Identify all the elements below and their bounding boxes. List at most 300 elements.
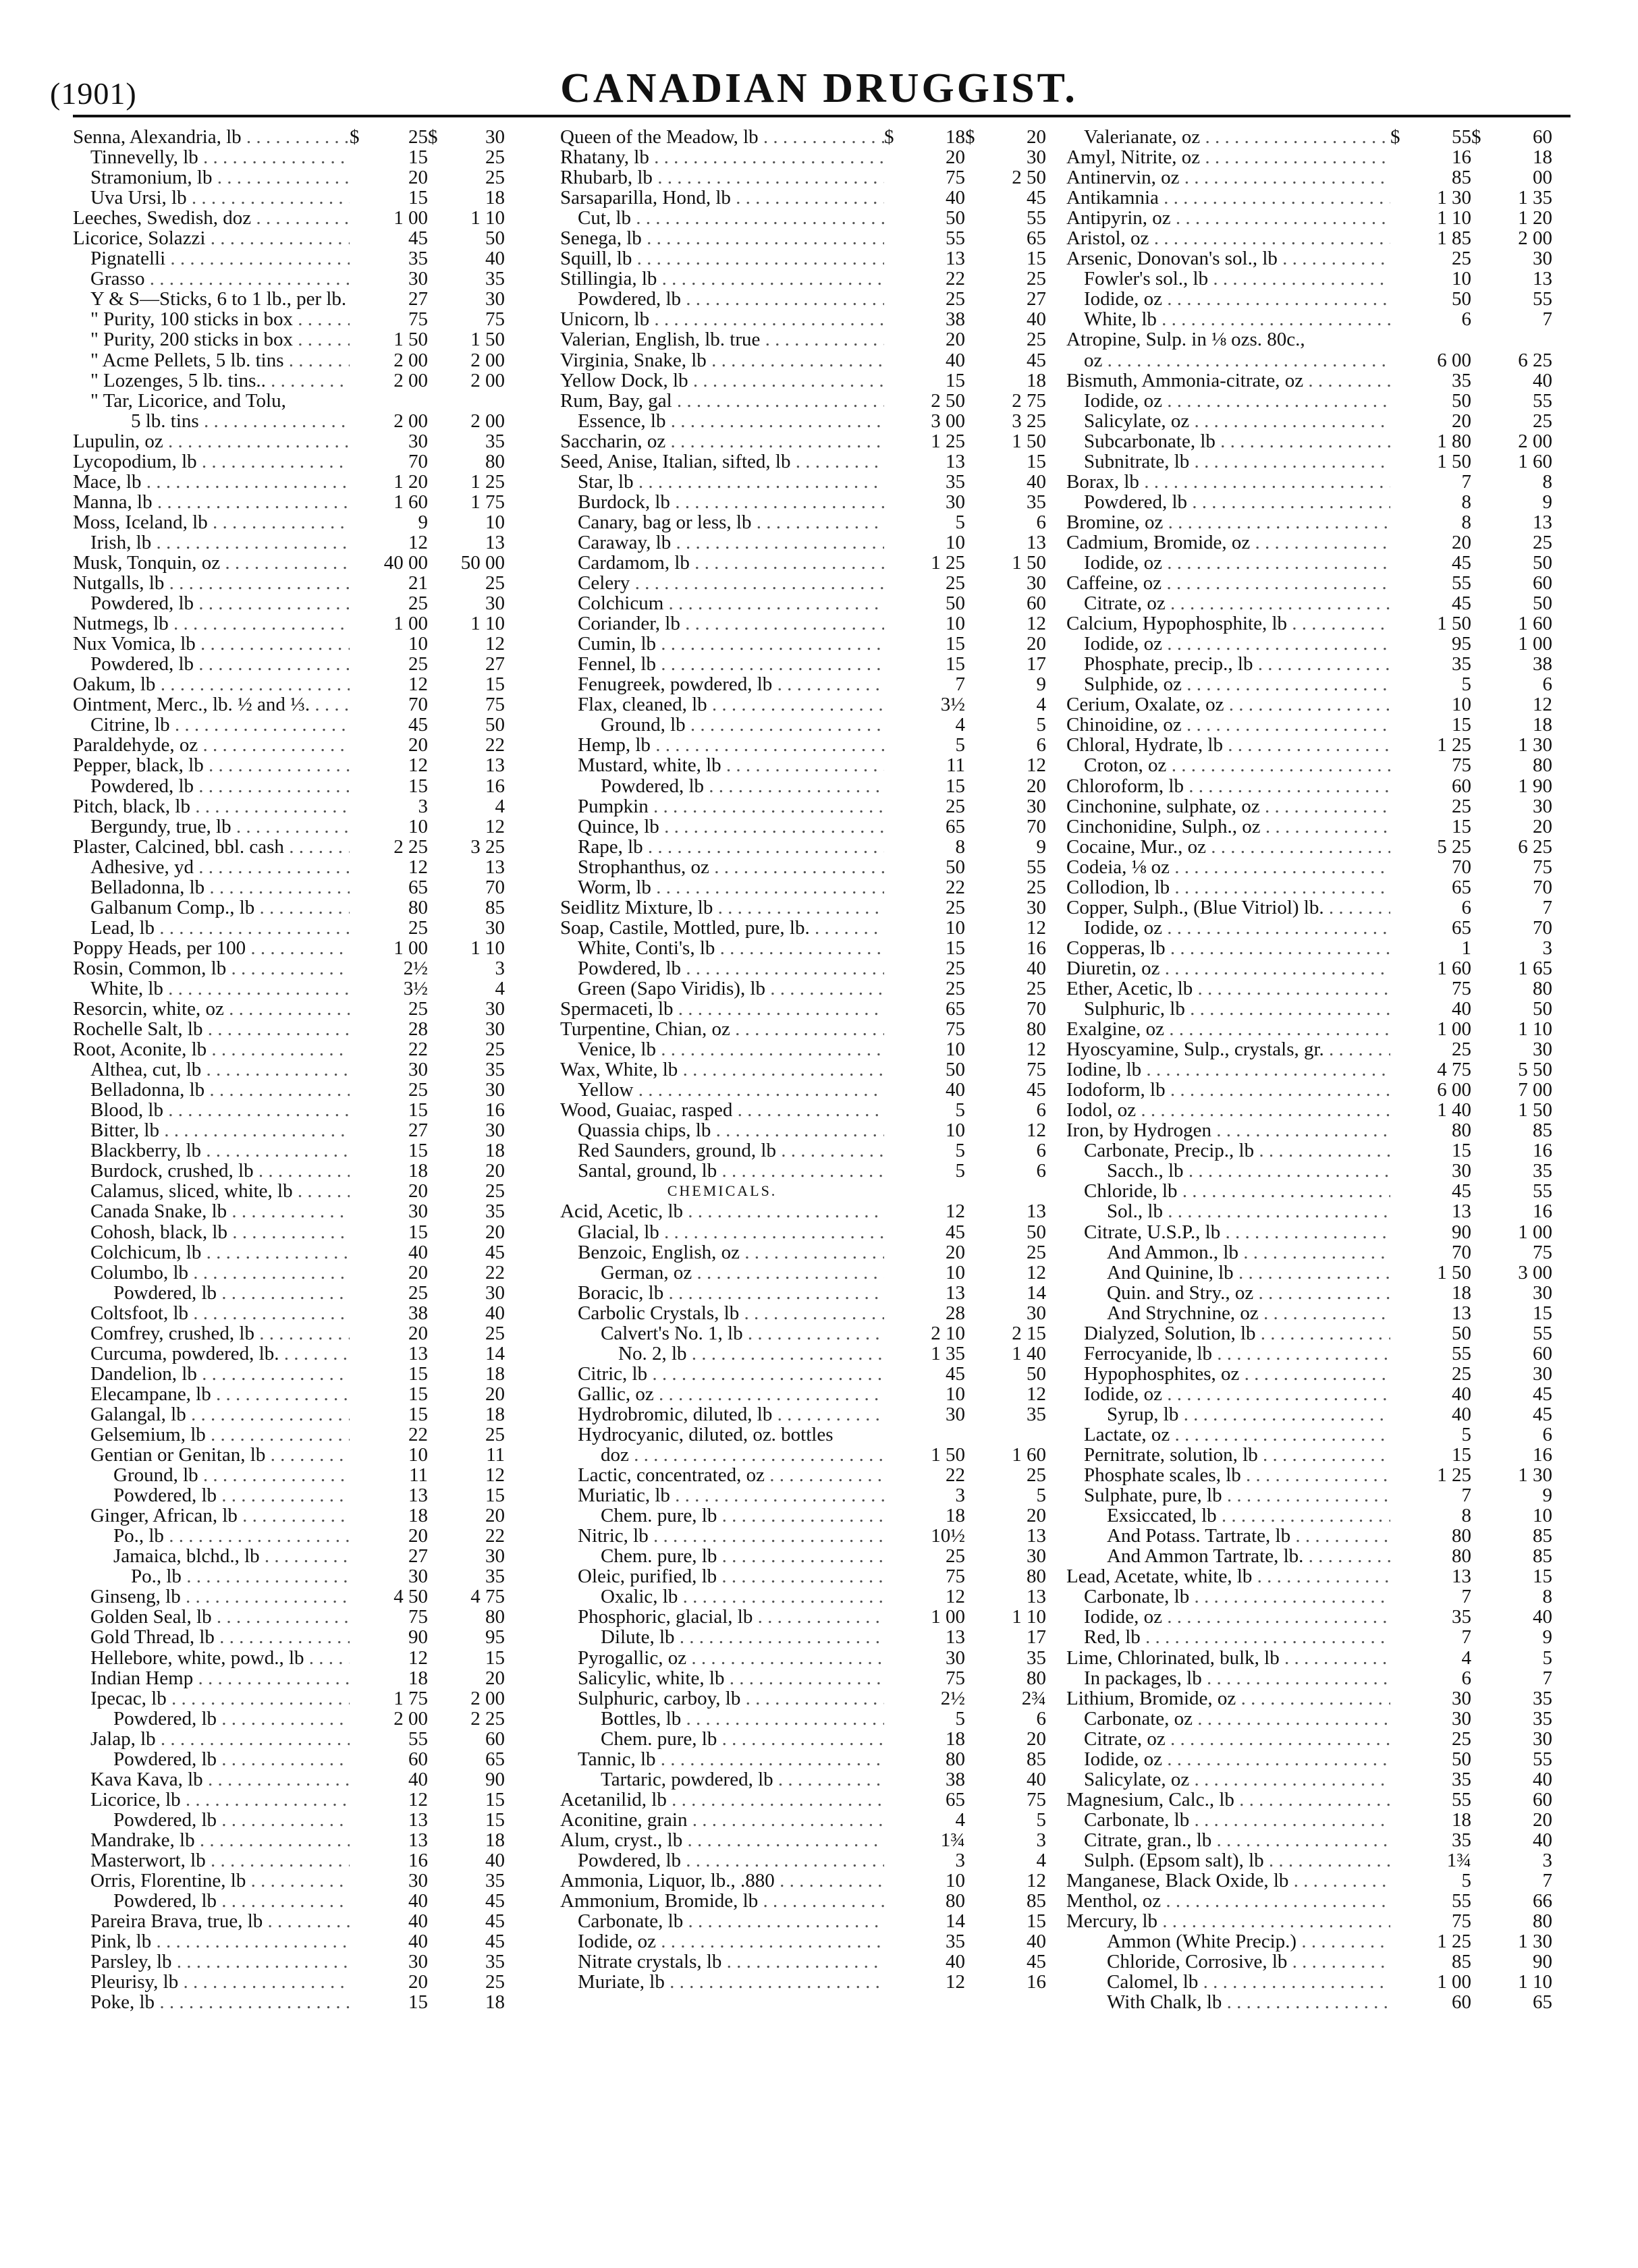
price-row xyxy=(560,715,1046,735)
price-high: 11 xyxy=(486,1444,505,1466)
dollar-sign xyxy=(965,1931,988,1952)
dollar-sign xyxy=(428,1648,448,1668)
price-low: 1 35 xyxy=(931,1342,965,1364)
price-row xyxy=(560,188,1046,208)
dollar-sign xyxy=(350,1485,373,1505)
price-row xyxy=(560,370,1046,391)
dollar-sign xyxy=(965,492,988,512)
price-row xyxy=(560,1445,1046,1465)
item-name: Pumpkin . . . xyxy=(560,796,884,817)
item-name: Irish, lb . . . xyxy=(73,532,350,553)
dollar-sign xyxy=(428,1120,448,1140)
dollar-sign xyxy=(965,1952,988,1972)
dollar-sign xyxy=(1390,877,1413,897)
dollar-sign xyxy=(350,1729,373,1749)
dollar-sign xyxy=(965,370,988,391)
price-high: 3 xyxy=(495,957,505,979)
price-low: 5 xyxy=(1461,673,1471,696)
dollar-sign xyxy=(1471,1242,1494,1263)
price-row xyxy=(1066,1364,1552,1384)
price-high: 25 xyxy=(1027,1241,1046,1263)
price-high: 4 75 xyxy=(470,1586,505,1608)
price-row xyxy=(73,613,505,634)
dollar-sign: $ xyxy=(884,126,894,148)
item-name: Cardamom, lb . . . xyxy=(560,553,884,573)
price-low: 3 00 xyxy=(931,410,965,432)
price-low: 90 xyxy=(408,1626,428,1649)
price-row xyxy=(560,1810,1046,1830)
dollar-sign xyxy=(884,1972,907,1992)
dollar-sign xyxy=(350,1648,373,1668)
item-name: Carbolic Crystals, lb . . . xyxy=(560,1303,884,1323)
price-row xyxy=(560,1485,1046,1505)
dollar-sign xyxy=(1390,472,1413,492)
item-name: Sulphide, oz . . . xyxy=(1066,674,1390,694)
item-name: Powdered, lb . . . xyxy=(73,654,350,674)
price-low: 18 xyxy=(946,126,965,148)
item-name: Pink, lb . . . xyxy=(73,1931,350,1952)
dollar-sign xyxy=(965,938,988,958)
dollar-sign xyxy=(1390,1140,1413,1161)
dollar-sign xyxy=(884,1688,907,1709)
dollar-sign xyxy=(965,1627,988,1647)
dollar-sign xyxy=(1390,1404,1413,1425)
item-name: Caraway, lb . . . xyxy=(560,532,884,553)
dollar-sign xyxy=(428,1891,448,1911)
item-name: Lithium, Bromide, oz . . . xyxy=(1066,1688,1390,1709)
dollar-sign xyxy=(1471,431,1494,451)
price-high: 60 xyxy=(1533,572,1552,594)
dollar-sign xyxy=(350,897,373,918)
item-name: Rosin, Common, lb . . . xyxy=(73,958,350,978)
price-row xyxy=(560,1263,1046,1283)
price-high: 1 10 xyxy=(1518,1018,1552,1041)
price-high: 18 xyxy=(485,1829,505,1851)
price-high: 22 xyxy=(485,1261,505,1283)
price-row xyxy=(1066,776,1552,796)
price-row xyxy=(73,1059,505,1080)
dollar-sign xyxy=(884,1485,907,1505)
dollar-sign xyxy=(965,817,988,837)
item-name: Resorcin, white, oz . . . xyxy=(73,999,350,1019)
item-name: Musk, Tonquin, oz . . . xyxy=(73,553,350,573)
price-high: 3 00 xyxy=(1518,1261,1552,1283)
price-low: 1 60 xyxy=(393,491,428,513)
price-row xyxy=(560,431,1046,451)
item-name: Glacial, lb . . . xyxy=(560,1222,884,1242)
dollar-sign xyxy=(965,1769,988,1790)
price-high: 1 50 xyxy=(470,329,505,351)
price-high: 40 xyxy=(1533,1829,1552,1851)
price-row xyxy=(560,938,1046,958)
price-low: 75 xyxy=(946,1566,965,1588)
page-title: CANADIAN DRUGGIST. xyxy=(560,65,1078,111)
price-low: 25 xyxy=(408,1079,428,1101)
dollar-sign xyxy=(1471,674,1494,694)
dollar-sign xyxy=(350,1161,373,1181)
item-name: Sulphuric, carboy, lb . . . xyxy=(560,1688,884,1709)
dollar-sign xyxy=(884,1769,907,1790)
price-row xyxy=(560,573,1046,593)
price-low: 25 xyxy=(946,977,965,999)
dollar-sign xyxy=(884,208,907,228)
price-high: 70 xyxy=(1027,998,1046,1020)
price-low: 35 xyxy=(408,248,428,270)
price-row xyxy=(73,1364,505,1384)
price-low: 10 xyxy=(1452,694,1471,716)
price-low: 10 xyxy=(946,1119,965,1142)
dollar-sign xyxy=(350,1586,373,1607)
price-row xyxy=(73,248,505,269)
item-name: Citrate, gran., lb . . . xyxy=(1066,1830,1390,1850)
price-high: 65 xyxy=(1027,227,1046,250)
item-name: Iodide, oz . . . xyxy=(560,1931,884,1952)
price-high: 50 xyxy=(485,227,505,250)
price-low: 10 xyxy=(946,613,965,635)
item-name: Nitric, lb . . . xyxy=(560,1526,884,1546)
item-name: Caffeine, oz . . . xyxy=(1066,573,1390,593)
price-row xyxy=(73,1485,505,1505)
dollar-sign xyxy=(428,593,448,613)
price-high: 30 xyxy=(1533,1281,1552,1304)
price-low: 15 xyxy=(408,775,428,797)
dollar-sign xyxy=(1390,817,1413,837)
item-name: Comfrey, crushed, lb . . . xyxy=(73,1323,350,1344)
item-name: " Lozenges, 5 lb. tins.. . . . xyxy=(73,370,350,391)
price-high: 35 xyxy=(485,1200,505,1223)
dollar-sign xyxy=(428,938,448,958)
price-high: 65 xyxy=(1533,1991,1552,2014)
dollar-sign xyxy=(1471,1952,1494,1972)
price-row xyxy=(73,654,505,674)
dollar-sign xyxy=(428,1161,448,1181)
item-name: Hellebore, white, powd., lb . . . xyxy=(73,1648,350,1668)
price-row xyxy=(73,1729,505,1749)
price-low: 40 xyxy=(408,1768,428,1790)
item-name: Codeia, ⅛ oz . . . xyxy=(1066,857,1390,877)
price-row xyxy=(560,1911,1046,1931)
item-name: Amyl, Nitrite, oz . . . xyxy=(1066,147,1390,167)
dollar-sign xyxy=(965,918,988,938)
item-name: Powdered, lb . . . xyxy=(73,1709,350,1729)
price-row xyxy=(73,1323,505,1344)
item-name: Rape, lb . . . xyxy=(560,837,884,857)
price-row xyxy=(560,776,1046,796)
price-high: 27 xyxy=(1027,288,1046,310)
dollar-sign xyxy=(884,857,907,877)
price-high: 18 xyxy=(485,1140,505,1162)
price-low: 16 xyxy=(408,1849,428,1871)
price-high: 30 xyxy=(1027,146,1046,169)
dollar-sign xyxy=(884,613,907,634)
dollar-sign xyxy=(1390,512,1413,532)
dollar-sign xyxy=(1471,1850,1494,1871)
price-low: 25 xyxy=(1452,795,1471,817)
price-row xyxy=(73,391,505,411)
price-low: 18 xyxy=(1452,1808,1471,1831)
item-name: Cut, lb . . . xyxy=(560,208,884,228)
price-high: 30 xyxy=(485,1119,505,1142)
dollar-sign xyxy=(428,1992,448,2012)
price-low: 11 xyxy=(409,1464,428,1487)
dollar-sign xyxy=(884,472,907,492)
price-row xyxy=(73,1465,505,1485)
dollar-sign xyxy=(350,1546,373,1566)
item-name: Po., lb . . . xyxy=(73,1566,350,1586)
dollar-sign xyxy=(428,289,448,309)
item-name: Cumin, lb . . . xyxy=(560,634,884,654)
dollar-sign xyxy=(1390,1972,1413,1992)
price-row xyxy=(73,1526,505,1546)
dollar-sign xyxy=(428,654,448,674)
dollar-sign xyxy=(884,958,907,978)
price-high: 1 60 xyxy=(1012,1444,1046,1466)
price-low: 1 25 xyxy=(1437,1464,1471,1487)
dollar-sign xyxy=(1390,553,1413,573)
price-high: 66 xyxy=(1533,1890,1552,1912)
price-low: 9 xyxy=(418,511,428,533)
price-high: 65 xyxy=(485,1748,505,1770)
price-high: 50 xyxy=(1533,592,1552,615)
price-high: 12 xyxy=(1027,1383,1046,1405)
price-row xyxy=(73,431,505,451)
dollar-sign xyxy=(1390,1201,1413,1221)
dollar-sign xyxy=(1390,1505,1413,1526)
item-name: Ammon (White Precip.) . . . xyxy=(1066,1931,1390,1952)
price-high: 25 xyxy=(485,1322,505,1344)
dollar-sign xyxy=(350,978,373,999)
price-low: 8 xyxy=(1461,1505,1471,1527)
dollar-sign xyxy=(884,1100,907,1120)
price-high: 12 xyxy=(1027,1870,1046,1892)
item-name: Ammonia, Liquor, lb., .880 . . . xyxy=(560,1871,884,1891)
price-low: 3 xyxy=(955,1485,965,1507)
price-high: 90 xyxy=(1533,1951,1552,1973)
price-row xyxy=(1066,796,1552,817)
dollar-sign xyxy=(1390,1425,1413,1445)
price-high: 1 00 xyxy=(1518,1221,1552,1243)
price-low: 80 xyxy=(946,1890,965,1912)
price-row xyxy=(1066,1668,1552,1688)
price-row xyxy=(1066,857,1552,877)
price-row xyxy=(560,1668,1046,1688)
price-high: 6 25 xyxy=(1518,835,1552,858)
dollar-sign xyxy=(1471,1769,1494,1790)
item-name: Pyrogallic, oz . . . xyxy=(560,1648,884,1668)
item-name: Fenugreek, powdered, lb . . . xyxy=(560,674,884,694)
price-high: 00 xyxy=(1533,167,1552,189)
price-row xyxy=(560,127,1046,147)
price-high: 2 00 xyxy=(470,349,505,371)
dollar-sign xyxy=(965,167,988,188)
price-high: 9 xyxy=(1542,491,1552,513)
item-name: Cohosh, black, lb . . . xyxy=(73,1222,350,1242)
dollar-sign xyxy=(1390,431,1413,451)
dollar-sign xyxy=(884,1546,907,1566)
price-low: 8 xyxy=(955,835,965,858)
price-high: 9 xyxy=(1542,1485,1552,1507)
price-row xyxy=(1066,1505,1552,1526)
item-name: Hypophosphites, oz . . . xyxy=(1066,1364,1390,1384)
item-name: Bottles, lb . . . xyxy=(560,1709,884,1729)
price-low: 1 60 xyxy=(1437,957,1471,979)
price-high: 35 xyxy=(485,430,505,452)
price-high: 12 xyxy=(1027,613,1046,635)
item-name: Copper, Sulph., (Blue Vitriol) lb. . . . xyxy=(1066,897,1390,918)
dollar-sign xyxy=(884,1505,907,1526)
item-name: Plaster, Calcined, bbl. cash . . . xyxy=(73,837,350,857)
item-name: And Ammon., lb . . . xyxy=(1066,1242,1390,1263)
item-name: Gentian or Genitan, lb . . . xyxy=(73,1445,350,1465)
price-high: 20 xyxy=(1027,126,1046,148)
dollar-sign xyxy=(1390,451,1413,472)
price-high: 5 xyxy=(1542,1647,1552,1669)
dollar-sign xyxy=(1390,1323,1413,1344)
price-row xyxy=(1066,1039,1552,1059)
dollar-sign xyxy=(884,1140,907,1161)
dollar-sign xyxy=(965,1161,988,1181)
dollar-sign xyxy=(1390,1871,1413,1891)
price-high: 45 xyxy=(1533,1403,1552,1425)
dollar-sign xyxy=(1471,938,1494,958)
price-high: 95 xyxy=(485,1626,505,1649)
price-high: 80 xyxy=(1533,977,1552,999)
item-name: Flax, cleaned, lb . . . xyxy=(560,694,884,715)
price-low: 5 xyxy=(955,1099,965,1122)
dollar-sign xyxy=(884,938,907,958)
dollar-sign xyxy=(428,1242,448,1263)
price-row xyxy=(73,1769,505,1790)
price-row xyxy=(1066,1749,1552,1769)
dollar-sign xyxy=(884,694,907,715)
price-row xyxy=(1066,391,1552,411)
dollar-sign xyxy=(1471,1059,1494,1080)
price-low: 20 xyxy=(946,146,965,169)
item-name: Lupulin, oz . . . xyxy=(73,431,350,451)
price-high xyxy=(988,1425,1046,1445)
price-row xyxy=(1066,1161,1552,1181)
price-row xyxy=(1066,1709,1552,1729)
dollar-sign xyxy=(350,553,373,573)
dollar-sign xyxy=(965,1201,988,1221)
dollar-sign xyxy=(1471,796,1494,817)
dollar-sign xyxy=(1471,532,1494,553)
price-low: 75 xyxy=(946,1667,965,1689)
item-name: Canada Snake, lb . . . xyxy=(73,1201,350,1221)
item-name: Arsenic, Donovan's sol., lb . . . xyxy=(1066,248,1390,269)
price-row xyxy=(560,228,1046,248)
dollar-sign xyxy=(428,1100,448,1120)
dollar-sign xyxy=(1471,329,1494,350)
item-name: Powdered, lb . . . xyxy=(73,1891,350,1911)
price-low: 13 xyxy=(408,1342,428,1364)
price-row xyxy=(560,1120,1046,1140)
price-high: 80 xyxy=(1533,1910,1552,1933)
dollar-sign xyxy=(884,1911,907,1931)
dollar-sign xyxy=(1471,1201,1494,1221)
dollar-sign xyxy=(1390,1059,1413,1080)
dollar-sign xyxy=(884,492,907,512)
dollar-sign xyxy=(884,1120,907,1140)
price-low: 45 xyxy=(1452,592,1471,615)
price-low: 50 xyxy=(946,207,965,229)
price-high: 7 xyxy=(1542,308,1552,331)
price-low: 45 xyxy=(1452,1180,1471,1202)
item-name: Grasso . . . xyxy=(73,269,350,289)
dollar-sign xyxy=(428,796,448,817)
dollar-sign xyxy=(350,1891,373,1911)
item-name: Tannic, lb . . . xyxy=(560,1749,884,1769)
item-name: " Purity, 200 sticks in box . . . xyxy=(73,329,350,350)
price-row xyxy=(73,1607,505,1627)
price-high: 13 xyxy=(1027,1525,1046,1547)
price-high: 15 xyxy=(1533,1566,1552,1588)
price-low: 75 xyxy=(946,1018,965,1041)
dollar-sign xyxy=(350,167,373,188)
dollar-sign xyxy=(350,1425,373,1445)
price-high: 45 xyxy=(1533,1383,1552,1405)
price-row xyxy=(73,1161,505,1181)
price-row xyxy=(560,147,1046,167)
dollar-sign xyxy=(1471,897,1494,918)
dollar-sign xyxy=(350,796,373,817)
item-name: Galbanum Comp., lb . . . xyxy=(73,897,350,918)
price-high: 25 xyxy=(485,167,505,189)
dollar-sign xyxy=(1390,1222,1413,1242)
price-low: 10 xyxy=(946,1870,965,1892)
item-name: Citrate, oz . . . xyxy=(1066,1729,1390,1749)
dollar-sign xyxy=(884,1566,907,1586)
dollar-sign xyxy=(1471,1161,1494,1181)
dollar-sign xyxy=(884,1222,907,1242)
price-high: 25 xyxy=(1027,268,1046,290)
price-row xyxy=(560,1546,1046,1566)
item-name: Worm, lb . . . xyxy=(560,877,884,897)
price-row xyxy=(560,289,1046,309)
dollar-sign xyxy=(428,1404,448,1425)
dollar-sign xyxy=(1390,1384,1413,1404)
price-low: 20 xyxy=(946,329,965,351)
price-high: 20 xyxy=(1533,1808,1552,1831)
price-low: 75 xyxy=(408,1606,428,1628)
dollar-sign xyxy=(350,1201,373,1221)
dollar-sign xyxy=(350,654,373,674)
price-row xyxy=(560,1607,1046,1627)
dollar-sign xyxy=(428,694,448,715)
price-row xyxy=(1066,1911,1552,1931)
price-high: 35 xyxy=(1027,1647,1046,1669)
price-low: 15 xyxy=(1452,1140,1471,1162)
dollar-sign xyxy=(350,492,373,512)
dollar-sign xyxy=(1471,1546,1494,1566)
price-row xyxy=(73,1911,505,1931)
dollar-sign xyxy=(350,1140,373,1161)
price-high: 16 xyxy=(1533,1444,1552,1466)
price-high: 25 xyxy=(485,572,505,594)
price-high: 6 xyxy=(1036,511,1046,533)
price-high: 8 xyxy=(1542,1586,1552,1608)
dollar-sign xyxy=(1471,1303,1494,1323)
price-high: 2 00 xyxy=(1518,227,1552,250)
dollar-sign xyxy=(350,269,373,289)
dollar-sign xyxy=(1471,1323,1494,1344)
price-low: 55 xyxy=(1452,572,1471,594)
price-high: 50 00 xyxy=(460,551,505,574)
price-row xyxy=(1066,208,1552,228)
price-low: 5 xyxy=(955,1707,965,1730)
price-low: 40 xyxy=(408,1931,428,1953)
dollar-sign xyxy=(350,350,373,370)
